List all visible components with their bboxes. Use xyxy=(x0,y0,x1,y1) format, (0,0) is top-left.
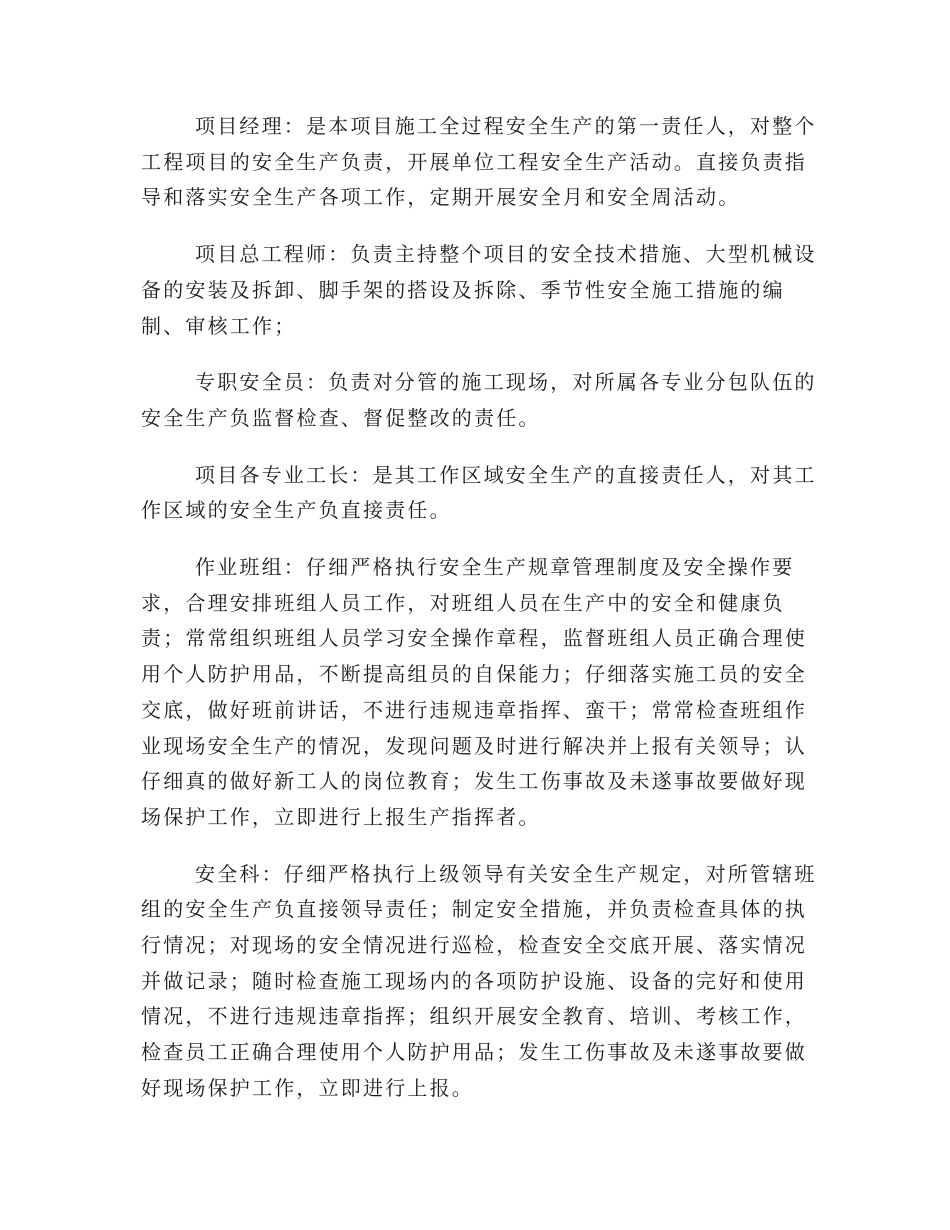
text-line: 业现场安全生产的情况，发现问题及时进行解决并上报有关领导；认 xyxy=(141,733,807,758)
text-line: 作区域的安全生产负直接责任。 xyxy=(141,498,452,523)
paragraph-chief-engineer xyxy=(141,237,817,344)
text-line: 用个人防护用品，不断提高组员的自保能力；仔细落实施工员的安全 xyxy=(141,662,807,687)
text-line: 情况，不进行违规违章指挥；组织开展安全教育、培训、考核工作， xyxy=(141,1004,807,1029)
text-line: 制、审核工作； xyxy=(141,313,297,338)
text-line: 仔细真的做好新工人的岗位教育；发生工伤事故及未遂事故要做好现 xyxy=(141,769,807,794)
text-line: 备的安装及拆卸、脚手架的搭设及拆除、季节性安全施工措施的编 xyxy=(141,277,785,302)
text-line: 求，合理安排班组人员工作，对班组人员在生产中的安全和健康负 xyxy=(141,590,785,615)
text-line: 检查员工正确合理使用个人防护用品；发生工伤事故及未遂事故要做 xyxy=(141,1040,807,1065)
paragraph-foreman xyxy=(141,458,817,529)
text-line: 作业班组：仔细严格执行安全生产规章管理制度及安全操作要 xyxy=(195,555,795,580)
document-body xyxy=(141,109,817,1128)
text-line: 项目总工程师：负责主持整个项目的安全技术措施、大型机械设 xyxy=(195,242,817,267)
text-line: 专职安全员：负责对分管的施工现场，对所属各专业分包队伍的 xyxy=(195,370,817,395)
paragraph-work-team xyxy=(141,550,809,836)
text-line: 责；常常组织班组人员学习安全操作章程，监督班组人员正确合理使 xyxy=(141,626,807,651)
text-line: 场保护工作，立即进行上报生产指挥者。 xyxy=(141,804,541,829)
text-line: 并做记录；随时检查施工现场内的各项防护设施、设备的完好和使用 xyxy=(141,968,807,993)
text-line: 导和落实安全生产各项工作，定期开展安全月和安全周活动。 xyxy=(141,185,741,210)
text-line: 项目各专业工长：是其工作区域安全生产的直接责任人，对其工 xyxy=(195,462,817,487)
paragraph-project-manager xyxy=(141,109,817,216)
text-line: 安全科：仔细严格执行上级领导有关安全生产规定，对所管辖班 xyxy=(195,861,817,886)
text-line: 组的安全生产负直接领导责任；制定安全措施，并负责检查具体的执 xyxy=(141,897,807,922)
text-line: 项目经理：是本项目施工全过程安全生产的第一责任人，对整个 xyxy=(195,114,817,138)
text-line: 行情况；对现场的安全情况进行巡检，检查安全交底开展、落实情况 xyxy=(141,933,807,958)
paragraph-safety-officer xyxy=(141,365,817,436)
text-line: 安全生产负监督检查、督促整改的责任。 xyxy=(141,405,541,430)
text-line: 交底，做好班前讲话，不进行违规违章指挥、蛮干；常常检查班组作 xyxy=(141,697,807,722)
text-line: 好现场保护工作，立即进行上报。 xyxy=(141,1075,474,1100)
text-line: 工程项目的安全生产负责，开展单位工程安全生产活动。直接负责指 xyxy=(141,149,807,174)
paragraph-safety-department xyxy=(141,857,817,1107)
